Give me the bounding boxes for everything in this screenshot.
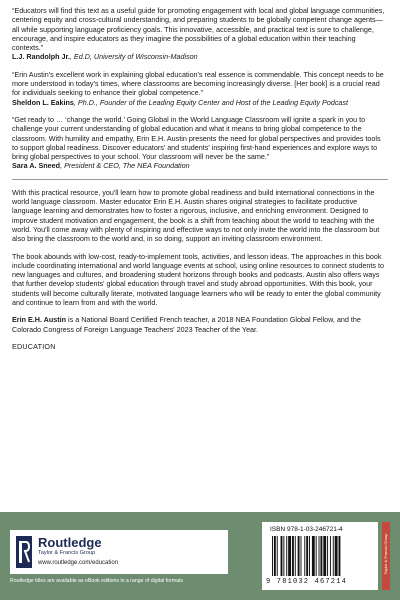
author-bio [12,315,388,334]
author-name: Erin E.H. Austin [12,315,67,325]
author-bio-text: is a National Board Certified French teacher, a 2018 NEA Foundation Global Fellow, and the Colorado Congress of Foreign Language Teachers' 2023 Teacher of the Year. [12,315,361,334]
description-paragraph: With this practical resource, you'll learn how to promote global readiness and build international connections in the world language classroom. Master educator Erin E.H. Austin shares original strategies to facilitate productive language learning and demonstrates how to foster a rigorous, inclusive, and enriching environment. Designed to improve student motivation and engagement, the book is a shift from teaching about the world to teaching with the world. You'll come away with plenty of inspiring and effective ways to not only invite the world into the classroom but also bring the classroom to the world and, in so doing, support an inviting classroom environment. [12,187,380,244]
side-strip [382,522,390,590]
description-paragraph: The book abounds with low-cost, ready-to-implement tools, activities, and lesson ideas. The approaches in this book include coordinating international and world language events at school, using online resources to connect students to new languages and cultures, and broadening student horizons through books and podcasts. Austin also offers ways that further develop students' global education through travel and study abroad opportunities. With this book, your students will become culturally literate, motivated language learners who will be ready to enter the global community and continue to learn from and with the world. [12,251,384,308]
endorsement-attribution [12,52,388,61]
endorsement-2 [12,70,388,107]
barcode-bar [306,536,308,576]
barcode-bar [339,536,341,576]
barcode-bar [335,536,338,576]
publisher-url: www.routledge.com/education [38,560,119,566]
subject-category: EDUCATION [12,341,56,351]
endorser-affiliation: , President & CEO, The NEA Foundation [60,161,190,171]
barcode-bar [274,536,276,576]
barcode-bar [272,536,273,576]
endorsement-quote: “Erin Austin's excellent work in explaining global education's real essence is commendable. This concept needs to be more understood in today's times, where classrooms are becoming increasingly diverse. [Her book] is a crucial read for individuals seeking to enhance their global competence.” [12,69,384,98]
endorser-name: Sheldon L. Eakins [12,97,74,107]
endorser-affiliation: , Ph.D., Founder of the Leading Equity Center and Host of the Leading Equity Podcast [73,97,349,107]
footer-band [0,512,400,600]
ebook-note: Routledge titles are available as eBook editions in a range of digital formats [10,578,184,584]
back-cover-text [12,6,388,351]
routledge-logo-icon [16,536,32,568]
barcode-bar [312,536,315,576]
barcode-bar [327,536,328,576]
barcode-bar [286,536,287,576]
barcode-bar [316,536,317,576]
endorsement-attribution [12,98,388,107]
barcode-bar [298,536,300,576]
barcode-bar [295,536,296,576]
barcode-bar [309,536,310,576]
publisher-name: Routledge [38,535,102,550]
barcode-bar [283,536,284,576]
publisher-logo-block [10,530,228,574]
endorser-name: L.J. Randolph Jr. [12,52,70,62]
divider [12,179,388,180]
isbn-label: ISBN 978-1-03-246721-4 [270,526,343,533]
barcode-bar [301,536,302,576]
endorser-name: Sara A. Sneed [12,161,61,171]
barcode-bar [304,536,305,576]
barcode-bar [292,536,294,576]
endorsement-3 [12,115,388,171]
barcode-bar [277,536,278,576]
barcode-bar [288,536,291,576]
endorsement-1 [12,6,388,62]
barcode-bar [323,536,326,576]
barcode-icon [270,536,370,576]
side-strip-label: Taylor & Francis Group [383,533,388,575]
barcode-bar [333,536,334,576]
barcode-bar [320,536,322,576]
endorser-affiliation: , Ed.D, University of Wisconsin-Madison [69,52,198,62]
barcode-bar [330,536,331,576]
barcode-digits: 9 781032 467214 [266,578,348,586]
isbn-barcode-block [262,522,378,590]
endorsement-quote: “Educators will find this text as a useful guide for promoting engagement with local and global language communities, centering equity and cross-cultural understanding, and preparing students to be globally competent change agents—all while supporting language proficiency goals. This innovative, accessible, and practical text is sure to challenge, encourage, and inspire educators as they imagine the possibilities of a global education within their teaching contexts.” [12,6,385,53]
barcode-bar [319,536,320,576]
publisher-group: Taylor & Francis Group [38,550,96,556]
endorsement-quote: “Get ready to … ‘change the world.’ Going Global in the World Language Classroom will ignite a spark in you to challenge your current understanding of global education and what it means to bring global competence to the classroom. With humility and empathy, Erin E.H. Austin presents the need for global perspectives and provides tools to support global readiness. Discover educators' and students' inspiring first-hand experiences and explore ways to bring global perspectives to your school. Your classroom will never be the same.” [12,114,381,162]
endorsement-attribution [12,161,388,170]
barcode-bar [281,536,283,576]
